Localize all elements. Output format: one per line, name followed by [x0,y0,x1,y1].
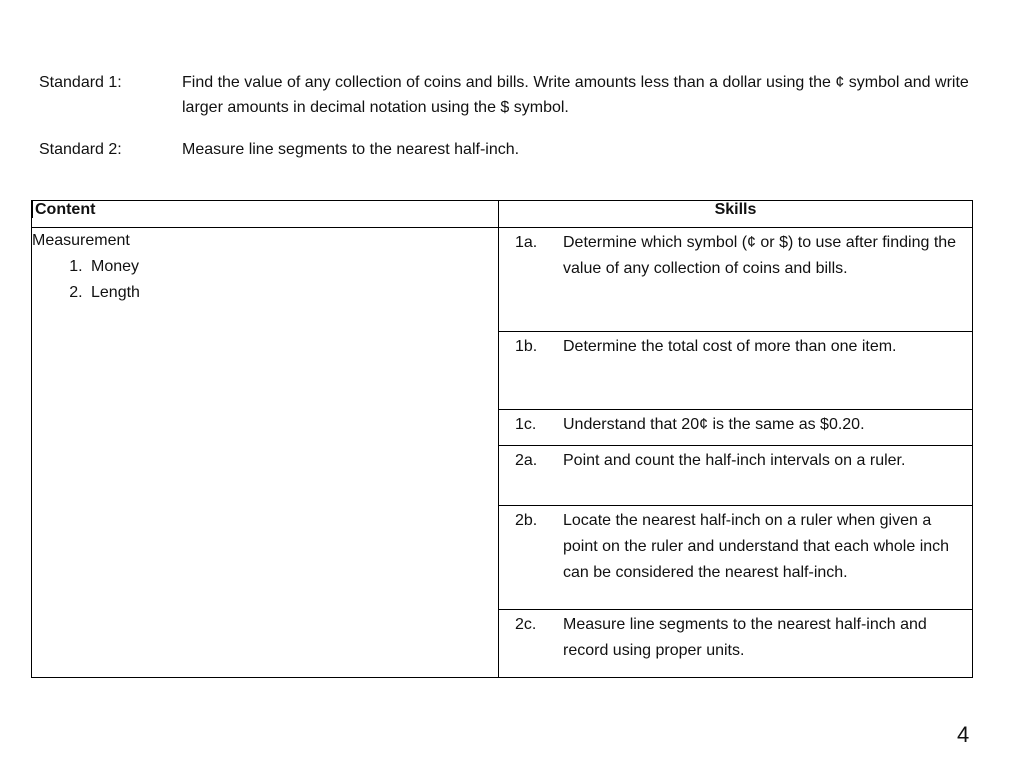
skill-id: 2c. [515,616,537,633]
standard-1-label: Standard 1: [39,74,122,91]
standard-2-label: Standard 2: [39,141,122,158]
content-list [32,254,498,306]
skill-cell-1c [499,410,973,446]
skill-id: 2b. [515,512,538,529]
skill-text: Measure line segments to the nearest half-inch and record using proper units. [563,616,927,659]
skill-text: Determine the total cost of more than one item. [563,338,897,355]
skill-cell-2c [499,610,973,678]
content-header-label: Content [32,201,95,218]
skill-id: 1a. [515,234,538,251]
skill-item [499,228,972,282]
skill-item [499,410,972,438]
skill-text: Understand that 20¢ is the same as $0.20. [563,416,865,433]
skill-item [499,506,972,586]
table-row [32,228,973,332]
skill-cell-2b [499,506,973,610]
skill-text: Point and count the half-inch intervals on a ruler. [563,452,906,469]
table-header-row [32,201,973,228]
content-item-money: 1. Money [87,254,498,280]
skill-id: 1b. [515,338,538,355]
content-cell [32,228,499,678]
skill-cell-1b [499,332,973,410]
page-number: 4 [957,722,970,747]
skills-header: Skills [499,201,973,228]
skill-id: 1c. [515,416,537,433]
standard-1-text: Find the value of any collection of coins and bills. Write amounts less than a dollar using the ¢ symbol and write larger amounts in decimal notation using the $ symbol. [182,74,969,116]
skill-cell-1a [499,228,973,332]
skill-id: 2a. [515,452,538,469]
skill-cell-2a [499,446,973,506]
standard-2-text: Measure line segments to the nearest half-inch. [182,141,520,158]
content-item-length: 2. Length [87,280,498,306]
skill-item [499,332,972,360]
content-header [32,201,499,228]
skill-item [499,610,972,664]
skill-item [499,446,972,474]
content-skills-table [31,200,973,678]
content-title: Measurement [32,232,130,249]
skill-text: Determine which symbol (¢ or $) to use after finding the value of any collection of coins and bills. [563,234,957,277]
skill-text: Locate the nearest half-inch on a ruler when given a point on the ruler and understand that each whole inch can be considered the nearest half-inch. [563,512,950,581]
